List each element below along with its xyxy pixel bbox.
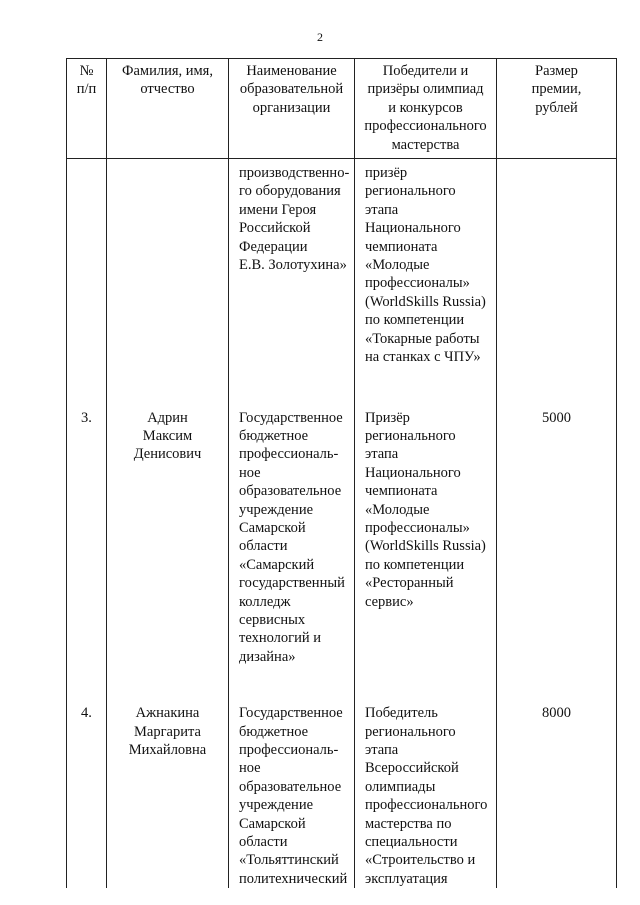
text-line: Государственное [239,409,343,426]
text-line: бюджетное [239,427,309,444]
cell-prize: 5000 [497,409,617,705]
text-line: «Тольяттинский [239,852,339,869]
header-row [67,59,617,159]
text-line: образовательное [239,483,342,500]
text-line: Самарской [239,519,306,536]
text-line: бюджетное [239,723,309,740]
text-line: Размер [535,63,578,79]
text-line: № [79,63,94,79]
text-line: учреждение [239,501,314,518]
text-line: области [239,834,288,851]
cell-prize: 8000 [497,704,617,888]
text-line: ное [239,464,261,481]
text-line: регионального [365,183,456,200]
cell-achievement [355,159,497,409]
text-line: профессионалы» [365,275,470,292]
text-line: Максим [142,427,193,444]
text-line: Адрин [147,409,188,426]
text-line: колледж [239,593,291,610]
text-line: призёр [365,165,408,182]
table-row [67,409,617,705]
text-line: технологий и [239,630,321,647]
text-line: сервис» [365,593,414,610]
cell-organization [229,704,355,888]
text-line: Федерации [239,238,308,255]
text-line: Ажнакина [135,705,200,722]
text-line: Маргарита [134,723,201,740]
text-line: образовательное [239,778,342,795]
text-line: Всероссийской [365,760,459,777]
cell-number: 4. [67,704,107,888]
text-line: по компетенции [365,556,465,573]
header-achievement [355,59,497,159]
text-line: Национального [365,220,461,237]
text-line: этапа [365,201,399,218]
text-line: политехнический [239,870,348,887]
page-number: 2 [317,30,323,44]
text-line: организации [252,99,331,116]
text-line: профессиональ- [239,742,339,758]
text-line: Михайловна [128,742,207,758]
text-line: профессионального [364,118,487,135]
text-line: «Ресторанный [365,575,454,592]
text-line: мастерства по [365,815,452,832]
cell-number: 3. [67,409,107,705]
header-prize [497,59,617,159]
text-line: области [239,538,288,555]
text-line: Национального [365,464,461,481]
text-line: призёры олимпиад [367,81,484,98]
text-line: Призёр [365,409,410,426]
text-line: регионального [365,723,456,740]
cell-number [67,159,107,409]
text-line: мастерства [391,136,460,153]
text-line: Победитель [365,705,438,722]
text-line: профессионального [365,797,488,814]
cell-prize [497,159,617,409]
text-line: Российской [239,220,311,237]
text-line: сервисных [239,611,306,628]
text-line: чемпионата [365,483,438,500]
text-line: государственный [239,575,345,592]
text-line: Победители и [382,63,469,79]
text-line: «Строительство и [365,852,476,869]
text-line: регионального [365,427,456,444]
cell-full-name [107,159,229,409]
text-line: Государственное [239,705,343,722]
text-line: «Токарные работы [365,330,480,347]
text-line: «Молодые [365,257,430,274]
text-line: чемпионата [365,238,438,255]
text-line: специальности [365,834,458,851]
text-line: го оборудования [239,183,341,200]
text-line: премии, [531,81,582,98]
header-number [67,59,107,159]
text-line: Денисович [133,446,202,463]
cell-achievement [355,409,497,705]
text-line: и конкурсов [388,99,463,116]
text-line: по компетенции [365,312,465,329]
text-line: (WorldSkills Russia) [365,293,486,310]
table-row [67,159,617,409]
header-full-name [107,59,229,159]
cell-full-name [107,409,229,705]
text-line: Фамилия, имя, [122,63,213,79]
text-line: профессионалы» [365,519,470,536]
header-organization [229,59,355,159]
text-line: имени Героя [239,201,317,218]
table-row [67,704,617,888]
text-line: Е.В. Золотухина» [239,257,347,274]
text-line: дизайна» [239,648,296,665]
text-line: Наименование [246,63,337,79]
text-line: (WorldSkills Russia) [365,538,486,555]
text-line: отчество [140,81,195,98]
text-line: ное [239,760,261,777]
text-line: образовательной [239,81,344,98]
awards-table [66,58,617,888]
text-line: «Самарский [239,556,315,573]
cell-organization [229,409,355,705]
cell-achievement [355,704,497,888]
text-line: Самарской [239,815,306,832]
cell-organization [229,159,355,409]
text-line: на станках с ЧПУ» [365,349,481,366]
text-line: п/п [76,81,97,98]
text-line: олимпиады [365,778,436,795]
cell-full-name [107,704,229,888]
text-line: профессиональ- [239,446,339,463]
text-line: рублей [535,99,578,116]
text-line: эксплуатация [365,870,448,887]
text-line: производственно- [239,165,350,182]
text-line: учреждение [239,797,314,814]
text-line: «Молодые [365,501,430,518]
text-line: этапа [365,742,399,758]
text-line: этапа [365,446,399,463]
